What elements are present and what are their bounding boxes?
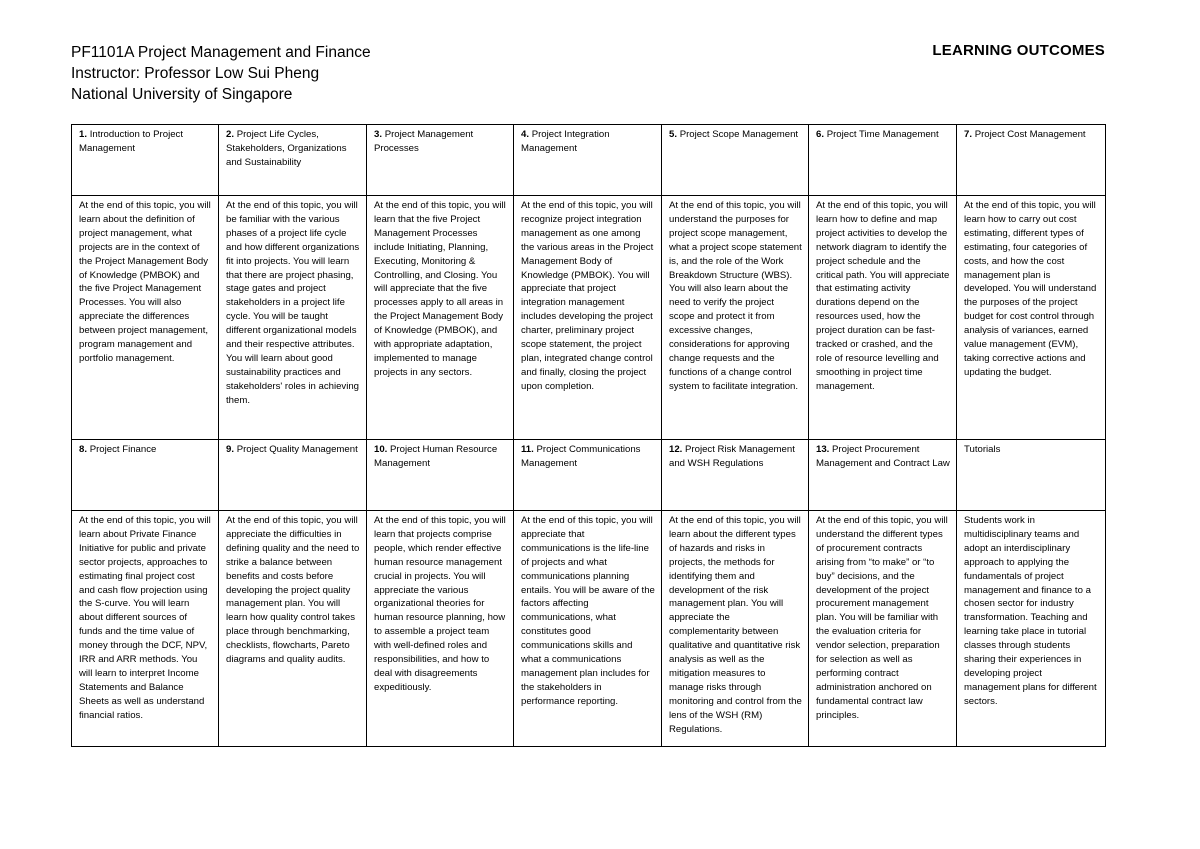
topic-title: Project Quality Management bbox=[236, 444, 358, 455]
topic-title: Project Integration Management bbox=[521, 129, 610, 154]
topic-body-row-1 bbox=[72, 196, 1106, 440]
learning-outcomes-table bbox=[71, 124, 1106, 747]
topic-description: At the end of this topic, you will learn about Private Finance Initiative for public and private sector projects, approaches to estimating final project cost and cash flow projection using the S-curve. You will learn about different sources of funds and the time value of money through the DCF, NPV, IRR and ARR methods. You will learn to interpret Income Statements and Balance Sheets as well as understand financial ratios. bbox=[72, 511, 219, 747]
topic-title-cell: 2. Project Life Cycles, Stakeholders, Organizations and Sustainability bbox=[219, 125, 367, 196]
topic-title: Project Cost Management bbox=[974, 129, 1086, 140]
topic-body-row-2 bbox=[72, 511, 1106, 747]
topic-title-cell: 12. Project Risk Management and WSH Regulations bbox=[662, 440, 809, 511]
topic-description: At the end of this topic, you will learn that projects comprise people, which render effective human resource management crucial in projects. You will appreciate the various organizational theories for human resource planning, how to assemble a project team with well-defined roles and responsibilities, and how to deal with disagreements expeditiously. bbox=[367, 511, 514, 747]
topic-description: At the end of this topic, you will learn about the different types of hazards and risks in projects, the methods for identifying them and development of the risk management plan. You will appreciate the complementarity between qualitative and quantitative risk analysis as well as the mitigation measures to manage risks through monitoring and control from the lens of the WSH (RM) Regulations. bbox=[662, 511, 809, 747]
topic-title: Tutorials bbox=[964, 444, 1001, 455]
topic-title: Project Finance bbox=[89, 444, 157, 455]
topic-title-cell: 13. Project Procurement Management and Contract Law bbox=[809, 440, 957, 511]
topic-description: At the end of this topic, you will understand the purposes for project scope management, what a project scope statement is, and the role of the Work Breakdown Structure (WBS). You will also learn about the need to verify the project scope and protect it from excessive changes, considerations for approving change requests and the functions of a change control system to facilitate integration. bbox=[662, 196, 809, 440]
topic-description: At the end of this topic, you will be familiar with the various phases of a project life cycle and how different organizations fit into projects. You will learn that there are project phasing, stage gates and project stakeholders in a project life cycle. You will be taught different organizational models and their respective attributes. You will learn about good sustainability practices and stakeholders' roles in achieving them. bbox=[219, 196, 367, 440]
topic-description: At the end of this topic, you will appreciate that communications is the life-line of projects and what communications planning entails. You will be aware of the factors affecting communications, what constitutes good communications skills and what a communications management plan includes for the stakeholders in performance reporting. bbox=[514, 511, 662, 747]
university-name: National University of Singapore bbox=[71, 86, 293, 103]
topic-description: At the end of this topic, you will learn how to define and map project activities to develop the network diagram to identify the project schedule and the critical path. You will appreciate that estimating activity durations depend on the resources used, how the project duration can be fast-tracked or crashed, and the role of resource levelling and smoothing in project time management. bbox=[809, 196, 957, 440]
topic-title-row-2 bbox=[72, 440, 1106, 511]
topic-title-cell: 3. Project Management Processes bbox=[367, 125, 514, 196]
topic-title-cell: 5. Project Scope Management bbox=[662, 125, 809, 196]
topic-title: Project Communications Management bbox=[521, 444, 641, 469]
page-header bbox=[71, 42, 1105, 105]
topic-title: Project Human Resource Management bbox=[374, 444, 498, 469]
topic-description: At the end of this topic, you will appreciate the difficulties in defining quality and the need to strike a balance between benefits and costs before developing the project quality management plan. You will learn how quality control takes place through benchmarking, checklists, flowcharts, Pareto diagrams and quality audits. bbox=[219, 511, 367, 747]
topic-title: Project Life Cycles, Stakeholders, Organizations and Sustainability bbox=[226, 129, 347, 168]
topic-title: Project Time Management bbox=[826, 129, 939, 140]
topic-title-cell bbox=[957, 440, 1106, 511]
topic-description: At the end of this topic, you will learn that the five Project Management Processes include Initiating, Planning, Executing, Monitoring & Controlling, and Closing. You will appreciate that the five processes apply to all areas in the Project Management Body of Knowledge (PMBOK), and with appropriate adaptation, implemented to manage projects in any sectors. bbox=[367, 196, 514, 440]
topic-title-cell: 9. Project Quality Management bbox=[219, 440, 367, 511]
topic-title-cell: 11. Project Communications Management bbox=[514, 440, 662, 511]
topic-title: Project Procurement Management and Contract Law bbox=[816, 444, 950, 469]
topic-description: At the end of this topic, you will understand the different types of procurement contracts arising from “to make” or “to buy” decisions, and the development of the project procurement management plan. You will be familiar with the evaluation criteria for vendor selection, preparation for selection as well as performing contract administration anchored on fundamental contract law principles. bbox=[809, 511, 957, 747]
topic-title: Project Management Processes bbox=[374, 129, 474, 154]
topic-description: At the end of this topic, you will learn how to carry out cost estimating, different types of estimating, four categories of costs, and how the cost management plan is developed. You will understand the purposes of the project budget for cost control through analysis of variances, earned value management (EVM), taking corrective actions and updating the budget. bbox=[957, 196, 1106, 440]
topic-description: At the end of this topic, you will recognize project integration management as one among the various areas in the Project Management Body of Knowledge (PMBOK). You will appreciate that project integration management includes developing the project charter, preliminary project scope statement, the project plan, integrated change control and finally, closing the project upon completion. bbox=[514, 196, 662, 440]
instructor-name: Instructor: Professor Low Sui Pheng bbox=[71, 65, 320, 82]
topic-description: At the end of this topic, you will learn about the definition of project management, what projects are in the context of the Project Management Body of Knowledge (PMBOK) and the five Project Management Processes. You will also appreciate the differences between project management, program management and portfolio management. bbox=[72, 196, 219, 440]
topic-title-row-1 bbox=[72, 125, 1106, 196]
topic-title-cell: 1. Introduction to Project Management bbox=[72, 125, 219, 196]
topic-title: Project Risk Management and WSH Regulations bbox=[669, 444, 795, 469]
topic-title: Introduction to Project Management bbox=[79, 129, 184, 154]
topic-title-cell: 6. Project Time Management bbox=[809, 125, 957, 196]
course-title: PF1101A Project Management and Finance bbox=[71, 44, 371, 61]
topic-title-cell: 10. Project Human Resource Management bbox=[367, 440, 514, 511]
topic-title-cell: 4. Project Integration Management bbox=[514, 125, 662, 196]
topic-title-cell: 7. Project Cost Management bbox=[957, 125, 1106, 196]
topic-title-cell: 8. Project Finance bbox=[72, 440, 219, 511]
topic-title: Project Scope Management bbox=[679, 129, 799, 140]
topic-description: Students work in multidisciplinary teams and adopt an interdisciplinary approach to applying the fundamentals of project management and finance to a chosen sector for industry transformation. Teaching and learning take place in tutorial classes through students sharing their experiences in developing project management plans for different sectors. bbox=[957, 511, 1106, 747]
section-title: LEARNING OUTCOMES bbox=[932, 42, 1105, 59]
